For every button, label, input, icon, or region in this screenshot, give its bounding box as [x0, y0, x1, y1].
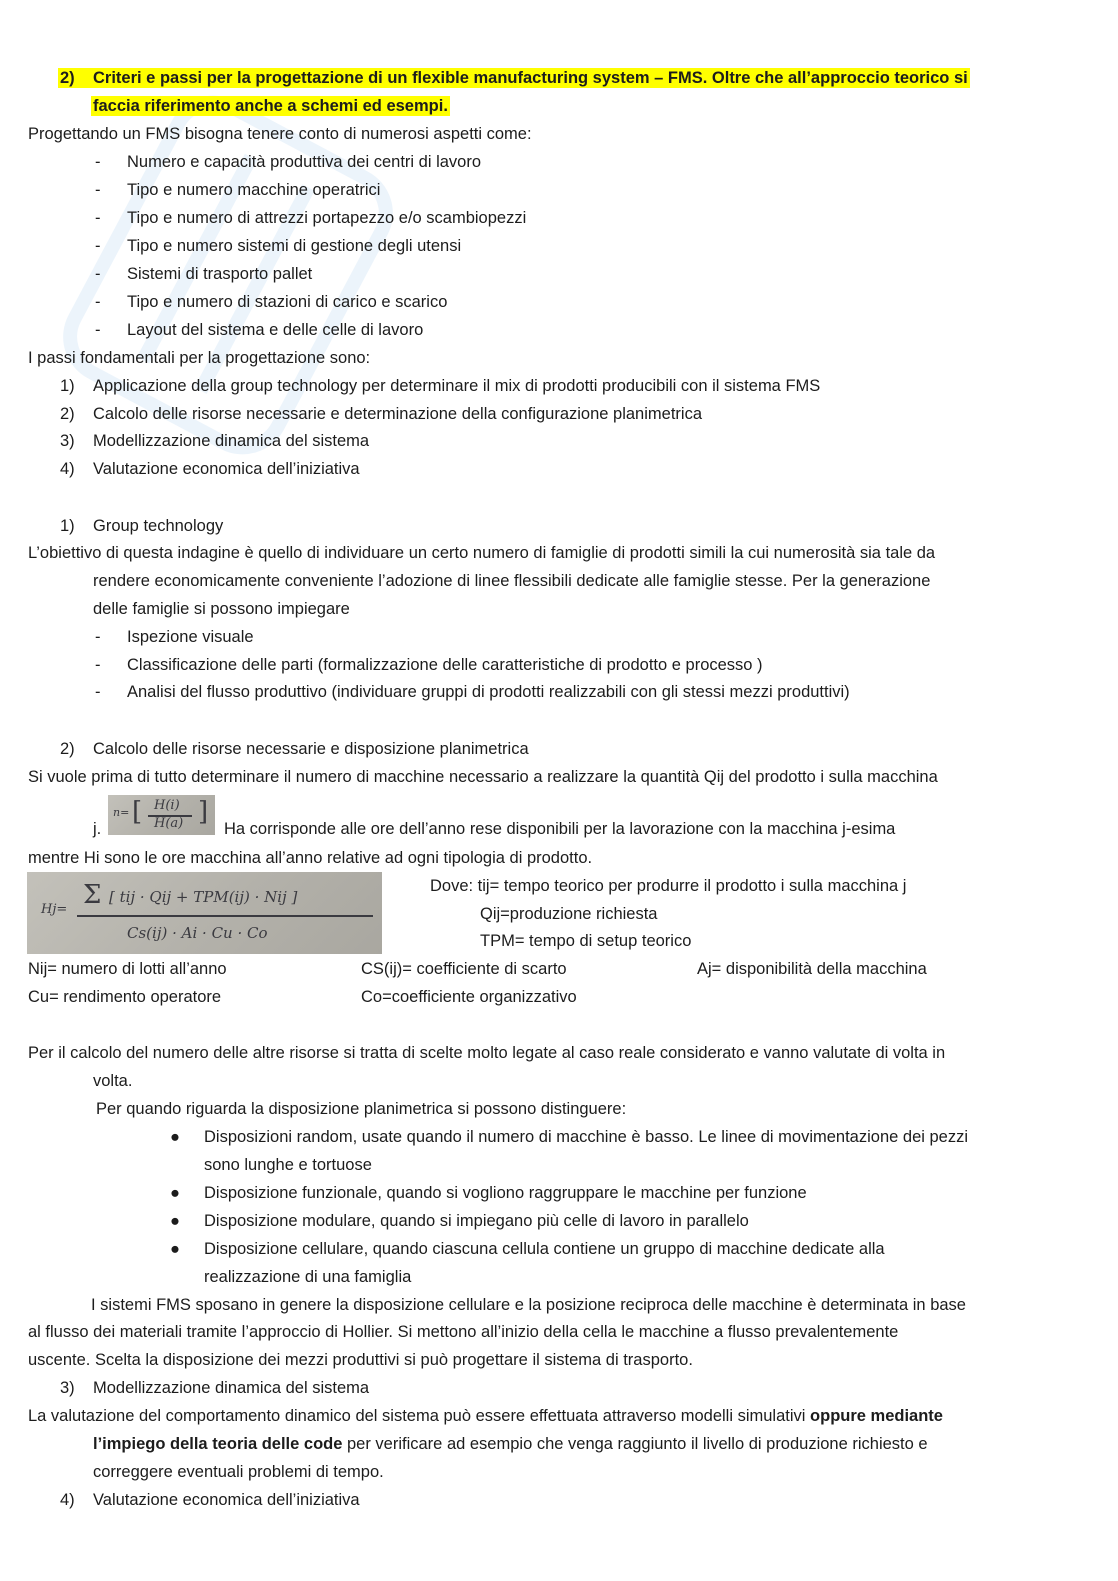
- list-item: Tipo e numero sistemi di gestione degli utensi: [127, 237, 462, 255]
- list-bullet: -: [95, 153, 101, 171]
- question-title-part-2: faccia riferimento anche a schemi ed esempi.: [93, 97, 448, 115]
- list-item: Disposizione modulare, quando si impiegano più celle di lavoro in parallelo: [204, 1212, 749, 1230]
- legend-aj: Aj= disponibilità della macchina: [697, 960, 927, 978]
- question-number: 2): [60, 69, 75, 87]
- list-item: Tipo e numero di attrezzi portapezzo e/o scambiopezzi: [127, 209, 527, 227]
- list-bullet: -: [95, 683, 101, 701]
- intro-paragraph: Progettando un FMS bisogna tenere conto di numerosi aspetti come:: [28, 125, 532, 143]
- section-number: 3): [60, 1379, 75, 1397]
- question-heading-line-1: [58, 68, 970, 88]
- steps-intro: I passi fondamentali per la progettazione sono:: [28, 349, 371, 367]
- list-bullet: ●: [170, 1240, 180, 1258]
- question-title-part-1: Criteri e passi per la progettazione di un flexible manufacturing system – FMS. Oltre che all’approccio teorico si: [93, 69, 968, 87]
- paragraph-line: delle famiglie si possono impiegare: [93, 600, 350, 618]
- formula-sum-symbol: Σ: [83, 880, 102, 910]
- formula-numerator: H(i): [154, 798, 180, 813]
- list-item: Numero e capacità produttiva dei centri di lavoro: [127, 153, 482, 171]
- formula-lhs: n=: [113, 806, 130, 819]
- step-number: 3): [60, 432, 75, 450]
- paragraph-line: volta.: [93, 1072, 133, 1090]
- formula-denominator: H(a): [154, 816, 184, 831]
- step-label: Modellizzazione dinamica del sistema: [93, 432, 370, 450]
- list-bullet: -: [95, 293, 101, 311]
- step-number: 1): [60, 377, 75, 395]
- paragraph-line: [93, 1434, 928, 1454]
- list-item: Tipo e numero macchine operatrici: [127, 181, 381, 199]
- list-bullet: -: [95, 209, 101, 227]
- list-bullet: -: [95, 181, 101, 199]
- formula-bracket-close: ]: [198, 797, 209, 827]
- paragraph-line: mentre Hi sono le ore macchina all’anno relative ad ogni tipologia di prodotto.: [28, 849, 593, 867]
- section-title-dynamic-model: Modellizzazione dinamica del sistema: [93, 1379, 370, 1397]
- paragraph-line: Si vuole prima di tutto determinare il numero di macchine necessario a realizzare la quantità Qij del prodotto i sulla macchina: [28, 768, 938, 786]
- legend-cu: Cu= rendimento operatore: [28, 988, 222, 1006]
- layout-intro: Per quando riguarda la disposizione planimetrica si possono distinguere:: [96, 1100, 627, 1118]
- legend-tpm: TPM= tempo di setup teorico: [480, 932, 692, 950]
- fraction-line: [77, 915, 373, 917]
- list-item: Analisi del flusso produttivo (individuare gruppi di prodotti realizzabili con gli stessi mezzi produttivi): [127, 683, 850, 701]
- step-label: Calcolo delle risorse necessarie e determinazione della configurazione planimetrica: [93, 405, 702, 423]
- list-item: Sistemi di trasporto pallet: [127, 265, 313, 283]
- paragraph-line: I sistemi FMS sposano in genere la disposizione cellulare e la posizione reciproca delle macchine è determinata in base: [91, 1296, 966, 1314]
- paragraph-line: uscente. Scelta la disposizione dei mezzi produttivi si può progettare il sistema di trasporto.: [28, 1351, 693, 1369]
- paragraph-line: al flusso dei materiali tramite l’approccio di Hollier. Si mettono all’inizio della cella le macchine a flusso prevalentemente: [28, 1323, 899, 1341]
- section-title-economic-evaluation: Valutazione economica dell’iniziativa: [93, 1491, 360, 1509]
- legend-co: Co=coefficiente organizzativo: [361, 988, 577, 1006]
- paragraph-line: Ha corrisponde alle ore dell’anno rese disponibili per la lavorazione con la macchina j-esima: [224, 820, 896, 838]
- list-item-continuation: sono lunghe e tortuose: [204, 1156, 372, 1174]
- list-bullet: -: [95, 656, 101, 674]
- list-bullet: -: [95, 265, 101, 283]
- section-title-resources: Calcolo delle risorse necessarie e disposizione planimetrica: [93, 740, 529, 758]
- paragraph-line: [28, 1406, 943, 1426]
- list-item: Disposizione funzionale, quando si vogliono raggruppare le macchine per funzione: [204, 1184, 807, 1202]
- step-label: Applicazione della group technology per determinare il mix di prodotti producibili con il sistema FMS: [93, 377, 821, 395]
- paragraph-line: correggere eventuali problemi di tempo.: [93, 1463, 384, 1481]
- formula-numerator: [ tij · Qij + TPM(ij) · Nij ]: [109, 888, 298, 906]
- paragraph-line: j.: [93, 820, 102, 838]
- legend-nij: Nij= numero di lotti all’anno: [28, 960, 227, 978]
- list-bullet: ●: [170, 1212, 180, 1230]
- list-item: Classificazione delle parti (formalizzazione delle caratteristiche di prodotto e processo ): [127, 656, 763, 674]
- step-number: 2): [60, 405, 75, 423]
- paragraph-text: per verificare ad esempio che venga raggiunto il livello di produzione richiesto e: [342, 1435, 928, 1453]
- formula-machine-hours: [27, 872, 382, 954]
- paragraph-line: rendere economicamente conveniente l’adozione di linee flessibili dedicate alle famiglie stesse. Per la generazione: [93, 572, 931, 590]
- list-bullet: -: [95, 237, 101, 255]
- formula-machines-count: [108, 795, 215, 835]
- section-title-group-technology: Group technology: [93, 517, 224, 535]
- section-number: 2): [60, 740, 75, 758]
- legend-cs: CS(ij)= coefficiente di scarto: [361, 960, 567, 978]
- list-bullet: -: [95, 321, 101, 339]
- formula-bracket-open: [: [132, 797, 143, 827]
- list-item: Tipo e numero di stazioni di carico e scarico: [127, 293, 448, 311]
- formula-lhs: Hj=: [41, 902, 68, 917]
- paragraph-bold-text: oppure mediante: [810, 1407, 943, 1425]
- list-item: Disposizione cellulare, quando ciascuna cellula contiene un gruppo di macchine dedicate alla: [204, 1240, 885, 1258]
- list-item: Disposizioni random, usate quando il numero di macchine è basso. Le linee di movimentazione dei pezzi: [204, 1128, 969, 1146]
- section-number: 4): [60, 1491, 75, 1509]
- list-bullet: ●: [170, 1184, 180, 1202]
- legend-qij: Qij=produzione richiesta: [480, 905, 658, 923]
- question-heading-line-2: [91, 96, 450, 116]
- list-bullet: -: [95, 628, 101, 646]
- list-item: Ispezione visuale: [127, 628, 254, 646]
- paragraph-bold-text: l’impiego della teoria delle code: [93, 1435, 343, 1453]
- paragraph-line: L’obiettivo di questa indagine è quello di individuare un certo numero di famiglie di prodotti simili la cui numerosità sia tale da: [28, 544, 936, 562]
- formula-denominator: Cs(ij) · Ai · Cu · Co: [127, 924, 268, 942]
- list-bullet: ●: [170, 1128, 180, 1146]
- legend-tij: Dove: tij= tempo teorico per produrre il prodotto i sulla macchina j: [430, 877, 907, 895]
- paragraph-text: La valutazione del comportamento dinamico del sistema può essere effettuata attraverso modelli simulativi: [28, 1407, 811, 1425]
- section-number: 1): [60, 517, 75, 535]
- step-number: 4): [60, 460, 75, 478]
- paragraph-line: Per il calcolo del numero delle altre risorse si tratta di scelte molto legate al caso reale considerato e vanno valutate di volta in: [28, 1044, 946, 1062]
- list-item: Layout del sistema e delle celle di lavoro: [127, 321, 424, 339]
- list-item-continuation: realizzazione di una famiglia: [204, 1268, 412, 1286]
- step-label: Valutazione economica dell’iniziativa: [93, 460, 360, 478]
